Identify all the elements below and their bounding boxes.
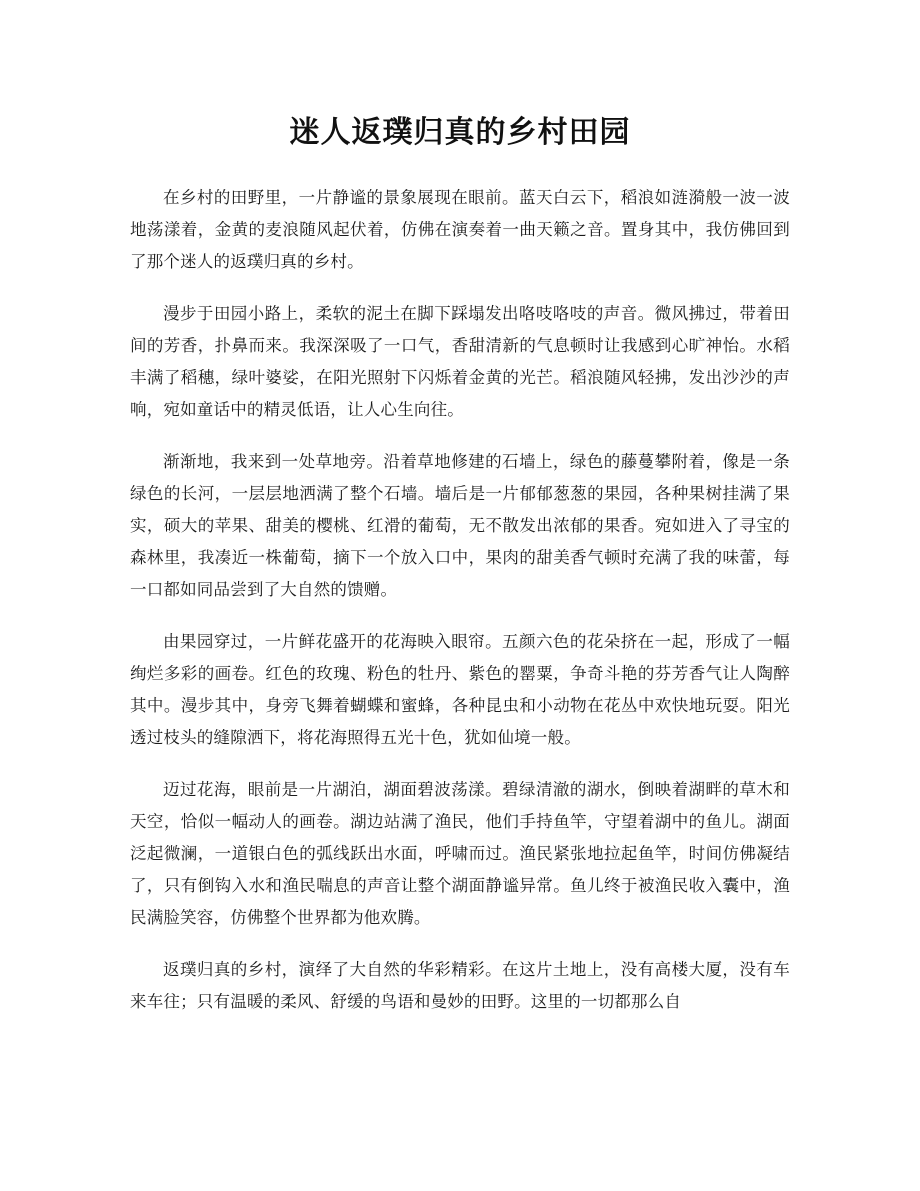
document-title: 迷人返璞归真的乡村田园 (289, 115, 631, 150)
paragraph-2: 漫步于田园小路上，柔软的泥土在脚下踩塌发出咯吱咯吱的声音。微风拂过，带着田间的芳香，扑鼻而来。我深深吸了一口气，香甜清新的气息顿时让我感到心旷神怡。水稻丰满了稻穗，绿叶婆娑，在阳光照射下闪烁着金黄的光芒。稻浪随风轻拂，发出沙沙的声响，宛如童话中的精灵低语，让人心生向往。 (130, 304, 790, 419)
paragraph-1: 在乡村的田野里，一片静谧的景象展现在眼前。蓝天白云下，稻浪如涟漪般一波一波地荡漾着，金黄的麦浪随风起伏着，仿佛在演奏着一曲天籁之音。置身其中，我仿佛回到了那个迷人的返璞归真的乡村。 (130, 188, 790, 271)
document-body (130, 182, 790, 1038)
paragraph-5: 迈过花海，眼前是一片湖泊，湖面碧波荡漾。碧绿清澈的湖水，倒映着湖畔的草木和天空，恰似一幅动人的画卷。湖边站满了渔民，他们手持鱼竿，守望着湖中的鱼儿。湖面泛起微澜，一道银白色的弧线跃出水面，呼啸而过。渔民紧张地拉起鱼竿，时间仿佛凝结了，只有倒钩入水和渔民喘息的声音让整个湖面静谧异常。鱼儿终于被渔民收入囊中，渔民满脸笑容，仿佛整个世界都为他欢腾。 (130, 780, 790, 927)
paragraph-4: 由果园穿过，一片鲜花盛开的花海映入眼帘。五颜六色的花朵挤在一起，形成了一幅绚烂多彩的画卷。红色的玫瑰、粉色的牡丹、紫色的罂粟，争奇斗艳的芬芳香气让人陶醉其中。漫步其中，身旁飞舞着蝴蝶和蜜蜂，各种昆虫和小动物在花丛中欢快地玩耍。阳光透过枝头的缝隙洒下，将花海照得五光十色，犹如仙境一般。 (130, 632, 790, 747)
paragraph-6: 返璞归真的乡村，演绎了大自然的华彩精彩。在这片土地上，没有高楼大厦，没有车来车往；只有温暖的柔风、舒缓的鸟语和曼妙的田野。这里的一切都那么自 (130, 960, 790, 1011)
paragraph-3: 渐渐地，我来到一处草地旁。沿着草地修建的石墙上，绿色的藤蔓攀附着，像是一条绿色的长河，一层层地洒满了整个石墙。墙后是一片郁郁葱葱的果园，各种果树挂满了果实，硕大的苹果、甜美的樱桃、红滑的葡萄，无不散发出浓郁的果香。宛如进入了寻宝的森林里，我凑近一株葡萄，摘下一个放入口中，果肉的甜美香气顿时充满了我的味蕾，每一口都如同品尝到了大自然的馈赠。 (130, 452, 790, 599)
